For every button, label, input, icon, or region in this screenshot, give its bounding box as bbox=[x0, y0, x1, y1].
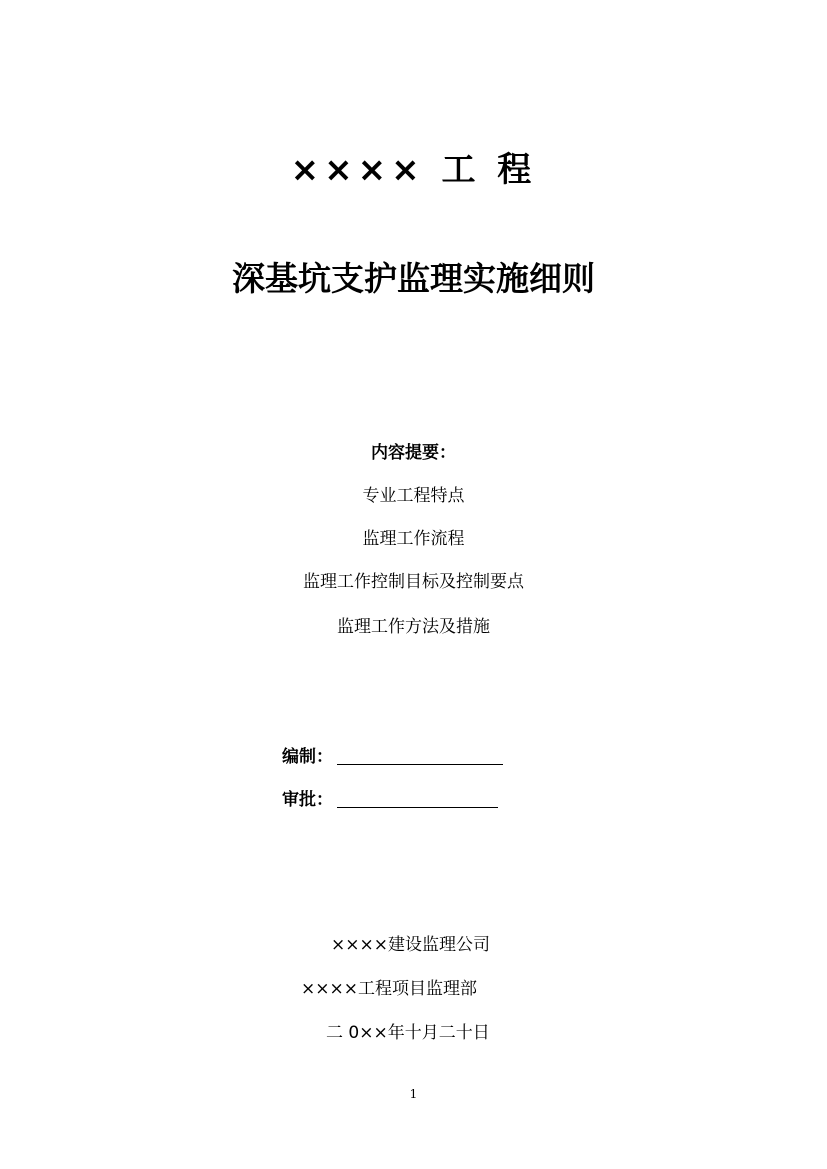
compiled-by-row bbox=[282, 745, 503, 769]
compiled-by-signature-line bbox=[337, 764, 503, 765]
summary-item: 监理工作方法及措施 bbox=[337, 617, 490, 637]
project-department: ××××工程项目监理部 bbox=[301, 979, 477, 999]
summary-item: 监理工作流程 bbox=[362, 529, 465, 549]
company-name: ××××建设监理公司 bbox=[331, 935, 490, 955]
compiled-by-label: 编制： bbox=[282, 747, 333, 767]
approved-by-row bbox=[282, 788, 498, 812]
issue-date: 二 0××年十月二十日 bbox=[326, 1023, 490, 1043]
project-title: ×××× 工 程 bbox=[290, 150, 537, 190]
approved-by-signature-line bbox=[337, 807, 498, 808]
page-number: 1 bbox=[409, 1087, 418, 1101]
approved-by-label: 审批： bbox=[282, 790, 333, 810]
summary-item: 监理工作控制目标及控制要点 bbox=[303, 572, 524, 592]
document-title: 深基坑支护监理实施细则 bbox=[232, 259, 595, 298]
summary-item: 专业工程特点 bbox=[362, 486, 465, 506]
summary-heading: 内容提要： bbox=[371, 443, 456, 463]
